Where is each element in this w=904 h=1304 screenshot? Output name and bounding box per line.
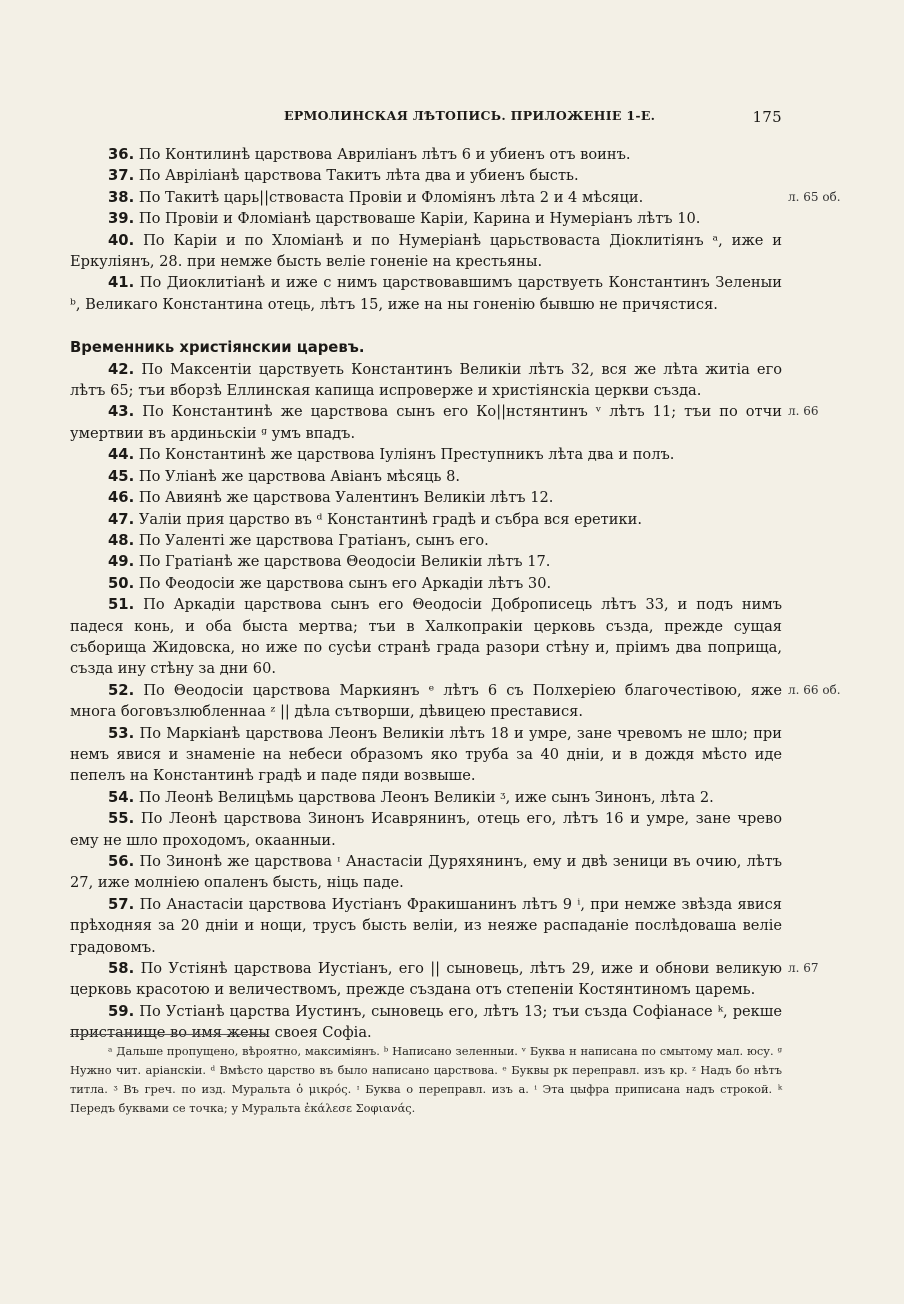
folio-margin-note: л. 66	[788, 404, 819, 419]
entry-text: По Диоклитіанѣ и иже с нимъ царствовавшимъ царствуеть Константинъ Зеленыи ᵇ, Великаго Константина отець, лѣтъ 15, иже на ны гоненію бывшю не причястися.	[70, 274, 782, 313]
entry-number: 46.	[108, 489, 135, 507]
folio-margin-note: л. 67	[788, 961, 819, 976]
entry-number: 56.	[108, 853, 135, 870]
entry-number: 41.	[108, 274, 135, 292]
entry-number: 39.	[108, 210, 135, 228]
chronicle-entry	[70, 787, 782, 808]
entry-number: 42.	[108, 360, 135, 378]
chronicle-body	[70, 144, 841, 1044]
entry-text: По Такитѣ царь||ствоваста Провіи и Фломіянъ лѣта 2 и 4 мѣсяци.	[138, 188, 644, 206]
entry-text: По Контилинѣ царствова Авриліанъ лѣтъ 6 и убиенъ отъ воинъ.	[138, 146, 631, 163]
entry-number: 50.	[108, 574, 135, 592]
entry-number: 58.	[108, 960, 135, 978]
section-heading: Временникь христіянскии царевъ.	[70, 339, 365, 357]
entry-text: По Аркадіи царствова сынъ его Θеодосіи Доброписець лѣтъ 33, и подъ нимъ падеся конь, и оба быста мертва; тъи в Халкопракіи церковь създа, прежде сущая съборища Жидовска, но иже по сусѣи странѣ града разори стѣну и, пріимъ два поприща, създа ину стѣну за дни 60.	[70, 596, 783, 678]
entry-number: 38.	[108, 188, 135, 206]
chronicle-entry	[70, 808, 782, 851]
entry-text: По Маркіанѣ царствова Леонъ Великіи лѣтъ 18 и умре, зане чревомъ не шло; при немъ явися и знаменіе на небеси образомъ яко труба за 40 днiи, и в дождя мѣсто иде пепелъ на Константинѣ градѣ и паде пяди возвыше.	[70, 724, 782, 785]
entries-after-section	[70, 359, 841, 1044]
entry-number: 47.	[108, 510, 135, 528]
entry-number: 45.	[108, 467, 135, 485]
entry-text: По Уліанѣ же царствова Авіанъ мѣсяць 8.	[138, 467, 461, 485]
chronicle-entry	[70, 573, 782, 594]
page-number: 175	[752, 108, 782, 126]
entry-text: По Устіанѣ царства Иустинъ, сыновець его, лѣтъ 13; тъи създа Софіанасе ᵏ, рекше пристанище во имя жены своея Софіа.	[70, 1002, 782, 1042]
chronicle-entry	[70, 680, 841, 723]
chronicle-entry	[70, 230, 782, 273]
chronicle-entry	[70, 487, 782, 508]
entry-number: 54.	[108, 788, 135, 806]
chronicle-entry	[70, 530, 782, 551]
chronicle-entry	[70, 851, 782, 894]
entry-text: По Авріліанѣ царствова Такитъ лѣта два и убиенъ бысть.	[138, 167, 579, 185]
entry-text: По Анастасіи царствова Иустіанъ Фракишанинъ лѣтъ 9 ⁱ, при немже звѣзда явися прѣходняя за 20 дніи и нощи, трусъ бысть веліи, из неяже распаданіе послѣдоваша веліе градовомъ.	[70, 895, 783, 956]
entries-before-section	[70, 144, 841, 315]
footnote-rule	[70, 1034, 268, 1035]
entry-number: 40.	[108, 231, 135, 249]
entry-number: 59.	[108, 1002, 135, 1020]
chronicle-entry	[70, 272, 782, 315]
entry-text: По Θеодосіи царствова Маркиянъ ᵉ лѣтъ 6 съ Полхеріею благочестівою, яже многа боговъзлюбленнаа ᶻ || дѣла сътворши, дѣвицею преставися.	[70, 681, 783, 721]
chronicle-entry	[70, 958, 819, 1001]
chronicle-entry	[70, 509, 782, 530]
folio-margin-note: л. 66 об.	[788, 682, 841, 697]
chronicle-entry	[70, 594, 782, 680]
chronicle-entry	[70, 551, 782, 572]
entry-text: По Авиянѣ же царствова Уалентинъ Великіи лѣтъ 12.	[138, 489, 554, 507]
folio-margin-note: л. 65 об.	[788, 189, 841, 204]
entry-number: 48.	[108, 531, 135, 549]
chronicle-entry	[70, 208, 782, 229]
entry-text: По Гратіанѣ же царствова Θеодосіи Великіи лѣтъ 17.	[138, 553, 551, 571]
entry-number: 36.	[108, 146, 135, 163]
chronicle-entry	[70, 165, 782, 186]
entry-text: По Каріи и по Хломіанѣ и по Нумеріанѣ царьствоваста Діоклитіянъ ᵃ, иже и Еркуліянъ, 28. при немже бысть веліе гоненіе на крестьяны.	[70, 231, 782, 271]
entry-number: 43.	[108, 403, 135, 421]
chronicle-entry	[70, 723, 782, 787]
chronicle-entry	[70, 401, 819, 444]
entry-number: 44.	[108, 446, 135, 464]
footnotes: ᵃ Дальше пропущено, вѣроятно, максиміянъ. ᵇ Написано зеленныи. ᵛ Буква н написана по смытому мал. юсу. ᵍ Нужно чит. аріанскіи. ᵈ Вмѣсто царство въ было написано царствова. ᵉ Буквы рк переправл. изъ кр. ᶻ Надъ бо нѣтъ титла. ᶾ Въ греч. по изд. Муральта ὁ μικρός. ᶦ Буква о переправл. изъ а. ⁱ Эта цыфра приписана надъ строкой. ᵏ Передъ буквами се точка; у Муральта ἐκάλεσε Σοφιανάς.	[70, 1044, 782, 1115]
chronicle-entry	[70, 144, 782, 165]
entry-text: По Провіи и Фломіанѣ царствоваше Каріи, Карина и Нумеріанъ лѣтъ 10.	[138, 210, 701, 228]
entry-text: По Константинѣ же царствова Іуліянъ Преступникъ лѣта два и полъ.	[138, 446, 675, 464]
entry-number: 37.	[108, 167, 135, 185]
entry-number: 52.	[108, 681, 135, 699]
chronicle-entry	[70, 444, 782, 465]
chronicle-entry	[70, 187, 841, 208]
running-title: ЕРМОЛИНСКАЯ ЛѢТОПИСЬ. ПРИЛОЖЕНІЕ 1-Е.	[284, 108, 656, 123]
entry-text: По Леонѣ царствова Зинонъ Исаврянинъ, отець его, лѣтъ 16 и умре, зане чрево ему не шло проходомъ, окаанныи.	[70, 810, 783, 849]
entry-text: Уаліи прия царство въ ᵈ Константинѣ градѣ и събра вся еретики.	[138, 510, 642, 528]
entry-text: По Леонѣ Велицѣмь царствова Леонъ Великіи ᶾ, иже сынъ Зинонъ, лѣта 2.	[138, 788, 714, 806]
entry-text: По Устіянѣ царствова Иустіанъ, его || сыновець, лѣтъ 29, иже и обнови великую церковь красотою и величествомъ, прежде създана отъ степеніи Костянтиномъ царемь.	[70, 960, 782, 999]
chronicle-entry	[70, 359, 782, 402]
chronicle-entry	[70, 894, 782, 958]
chronicle-entry	[70, 1001, 782, 1044]
entry-number: 49.	[108, 553, 135, 571]
entry-number: 53.	[108, 724, 135, 742]
entry-text: По Максентіи царствуеть Константинъ Великіи лѣтъ 32, вся же лѣта житіа его лѣтъ 65; тъи вборзѣ Еллинская капища испроверже и христіянскіа церкви създа.	[70, 360, 783, 400]
entry-text: По Феодосіи же царствова сынъ его Аркадіи лѣтъ 30.	[138, 574, 552, 592]
entry-text: По Уаленті же царствова Гратіанъ, сынъ его.	[138, 531, 489, 549]
entry-text: По Зинонѣ же царствова ᶦ Анастасіи Дуряхянинъ, ему и двѣ зеници въ очию, лѣтъ 27, иже молніею опаленъ бысть, нiць паде.	[70, 853, 783, 892]
chronicle-entry	[70, 466, 782, 487]
entry-number: 57.	[108, 895, 135, 913]
entry-number: 55.	[108, 810, 135, 828]
entry-number: 51.	[108, 596, 135, 614]
entry-text: По Константинѣ же царствова сынъ его Ко||нстянтинъ ᵛ лѣтъ 11; тъи по отчи умертвии въ ардиньскіи ᵍ умъ впадъ.	[70, 403, 782, 442]
